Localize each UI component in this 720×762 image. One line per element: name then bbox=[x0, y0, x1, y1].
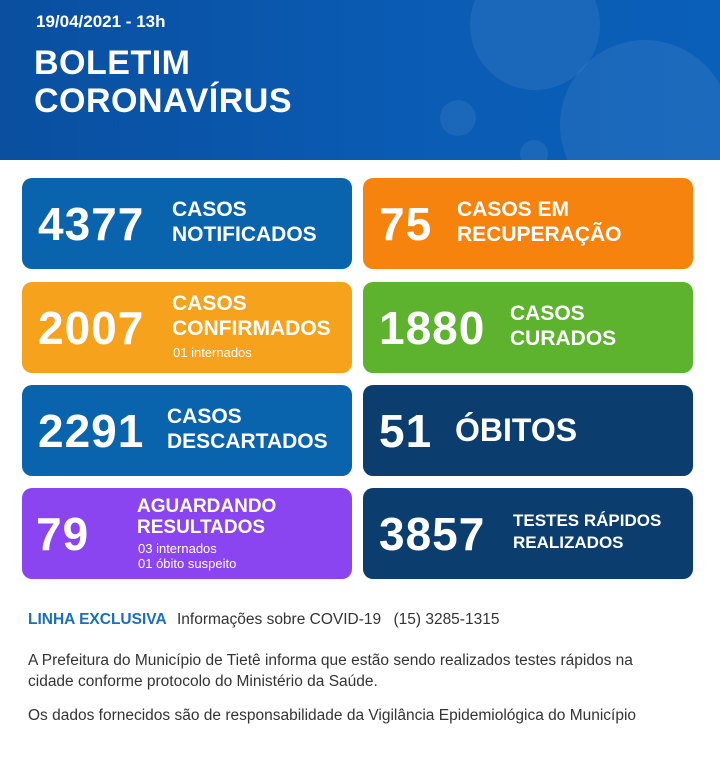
info-paragraph-1 bbox=[28, 650, 633, 692]
aguardando-label bbox=[137, 496, 276, 538]
testes-rapidos-value: 3857 bbox=[379, 508, 486, 560]
card-casos-curados bbox=[363, 282, 693, 373]
card-obitos bbox=[363, 385, 693, 476]
label-line: NOTIFICADOS bbox=[172, 223, 317, 246]
label-line: CASOS EM bbox=[457, 198, 570, 221]
page-title bbox=[34, 44, 292, 120]
casos-confirmados-value: 2007 bbox=[38, 302, 145, 354]
card-casos-em-recuperacao bbox=[363, 178, 693, 269]
aguardando-note bbox=[138, 541, 236, 571]
label-line: CURADOS bbox=[510, 327, 617, 350]
casos-confirmados-note: 01 internados bbox=[173, 345, 252, 360]
phone-number: (15) 3285-1315 bbox=[393, 611, 500, 628]
casos-confirmados-label bbox=[172, 291, 331, 341]
casos-descartados-value: 2291 bbox=[38, 405, 145, 457]
linha-exclusiva-text: Informações sobre COVID-19 bbox=[176, 611, 382, 628]
note-line: 01 óbito suspeito bbox=[138, 556, 237, 571]
paragraph-line: A Prefeitura do Município de Tietê informa que estão sendo realizados testes rápidos na bbox=[28, 652, 633, 669]
card-testes-rapidos bbox=[363, 488, 693, 579]
note-line: 03 internados bbox=[138, 541, 217, 556]
label-line: CASOS bbox=[172, 198, 247, 221]
aguardando-value: 79 bbox=[36, 508, 90, 560]
report-date: 19/04/2021 - 13h bbox=[36, 12, 166, 31]
label-line: CASOS bbox=[510, 302, 585, 325]
title-line-1: BOLETIM bbox=[34, 44, 191, 82]
header-banner bbox=[0, 0, 720, 160]
label-line: CASOS bbox=[167, 405, 242, 428]
title-line-2: CORONAVÍRUS bbox=[34, 82, 292, 120]
obitos-value: 51 bbox=[379, 405, 433, 457]
card-casos-notificados bbox=[22, 178, 352, 269]
label-line: AGUARDANDO bbox=[137, 496, 277, 517]
testes-rapidos-label bbox=[513, 510, 661, 554]
label-line: CASOS bbox=[172, 292, 247, 315]
card-casos-confirmados bbox=[22, 282, 352, 373]
card-aguardando-resultados bbox=[22, 488, 352, 579]
label-line: RECUPERAÇÃO bbox=[457, 223, 622, 246]
casos-recuperacao-value: 75 bbox=[379, 198, 433, 250]
label-line: REALIZADOS bbox=[513, 533, 624, 552]
casos-notificados-value: 4377 bbox=[38, 198, 145, 250]
casos-curados-value: 1880 bbox=[379, 302, 486, 354]
info-paragraph-2: Os dados fornecidos são de responsabilidade da Vigilância Epidemiológica do Município bbox=[28, 707, 637, 724]
paragraph-line: cidade conforme protocolo do Ministério da Saúde. bbox=[28, 673, 378, 690]
label-line: RESULTADOS bbox=[137, 517, 266, 538]
casos-notificados-label bbox=[172, 197, 317, 247]
virus-decoration bbox=[520, 140, 548, 160]
card-casos-descartados bbox=[22, 385, 352, 476]
label-line: TESTES RÁPIDOS bbox=[513, 511, 662, 530]
obitos-label: ÓBITOS bbox=[455, 412, 578, 448]
casos-descartados-label bbox=[167, 404, 328, 454]
casos-curados-label bbox=[510, 301, 616, 351]
casos-recuperacao-label bbox=[457, 197, 622, 247]
linha-exclusiva-line bbox=[28, 609, 499, 630]
linha-exclusiva-label: LINHA EXCLUSIVA bbox=[28, 611, 167, 628]
label-line: DESCARTADOS bbox=[167, 430, 328, 453]
label-line: CONFIRMADOS bbox=[172, 317, 331, 340]
virus-decoration bbox=[440, 100, 476, 136]
